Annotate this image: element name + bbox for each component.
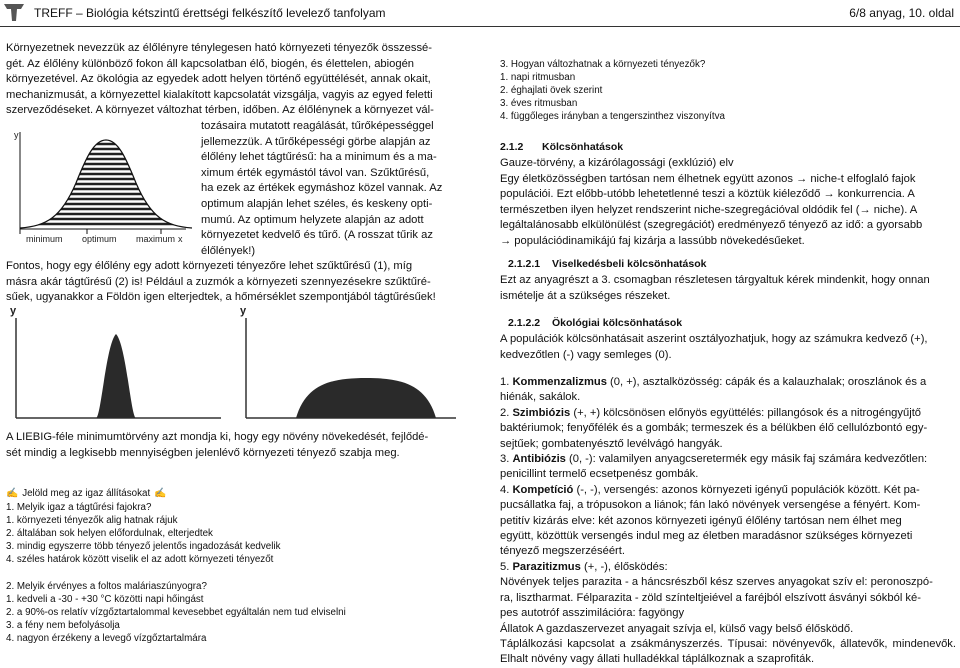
curve-y-label: y [14, 130, 19, 140]
curve-x-label: x [178, 234, 183, 244]
curve-hatching [6, 128, 196, 248]
graph2-y-label: y [240, 305, 247, 317]
graph1-y-label: y [10, 305, 17, 317]
behavior-paragraph: Ezt az anyagrészt a 3. csomagban részletesen tárgyaltuk kérek mindenkit, hogy onnan ismételje át a szükséges részeket. [500, 274, 930, 302]
section-heading-2-1-2-1: 2.1.2.1 Viselkedésbeli kölcsönhatások [508, 258, 707, 270]
option[interactable]: 2. általában sok helyen előfordulnak, elterjedtek [6, 528, 213, 539]
option[interactable]: 4. függőleges irányban a tengerszinthez viszonyítva [500, 111, 725, 122]
interaction-list [500, 375, 956, 668]
list-item: 3. Antibiózis (0, -): valamilyen anyagcseretermék egy másik faj számára kedvezőtlen: penicillint termelő ecsetpenész gombák. [500, 453, 928, 481]
narrow-tolerance-graph [6, 304, 226, 424]
ecological-paragraph: A populációk kölcsönhatásait aszerint osztályozhatjuk, hogy az számukra kedvező (+), kedvezőtlen (-) vagy semleges (0). [500, 333, 928, 361]
quiz-question-2: 2. Melyik érvényes a foltos maláriaszúnyogra? 1. kedveli a -30 - +30 °C közötti napi hőingást 2. a 90%-os relatív vízgőztartalommal kevesebbet egyáltalán nem tud elviselni 3. a fény nem befolyásolja 4. nagyon érzékeny a levegő vízgőztartalmára [6, 581, 346, 644]
section-heading-2-1-2-2: 2.1.2.2 Ökológiai kölcsönhatások [508, 317, 683, 329]
intro-paragraph: Környezetnek nevezzük az élőlényre ténylegesen ható környezeti tényezők összessé- gét. Az élőlény különböző fokon áll kapcsolatban élő, biogén, és élettelen, abiogén környezetével. Az ökológia az egyedek adott helyen történő együttélését, annak okait, mechanizmusát, a környezettel kialakított kapcsolatát vizsgálja, vagyis az egyed feletti szerveződéseket. A környezet változhat térben, időben. Az élőlénynek a környezet vál- [6, 42, 434, 117]
header-page-info: 6/8 anyag, 10. oldal [849, 6, 954, 20]
liebig-paragraph: A LIEBIG-féle minimumtörvény azt mondja ki, hogy egy növény növekedését, fejlődé- sét mindig a legkisebb mennyiségben jelenlévő környezeti tényező szabja meg. [6, 431, 429, 459]
pencil-icon: ✍ [6, 488, 19, 499]
option[interactable]: 4. széles határok között viselik el az adott környezeti tényezőt [6, 554, 274, 565]
option[interactable]: 3. a fény nem befolyásolja [6, 620, 120, 631]
page-header [0, 0, 960, 27]
list-item: 5. Parazitizmus (+, -), élősködés: Növények teljes parazita - a háncsrészből kész szerves anyagokat szív el: peronoszpó- ra, lisztharmat. Félparazita - zöld színteltjeiével a faréjból elszívott ásványi sókból ké- pes autotróf asszimilációra: fagyöngy Állatok A gazdaszervezet anyagait szívja el, külső vagy belső élősködő. Táplálkozási kapcsolat a zsákmányszerzés. Típusai: növényevők, állatevők, mindenevők. Elhalt növény vagy állati hulladékkal táplálkoznak a szaprofiták. [500, 560, 956, 666]
gauze-paragraph: Gauze-törvény, a kizárólagossági (exklúzió) elv Egy életközösségben tartósan nem élhetnek együtt azonos → niche-t elfoglaló fajok populációi. Ezt előbb-utóbb lehetetlenné teszi a köztük kiéleződő → konkurrencia. A természetben ilyen helyzet rendszerint niche-szegregációval oldódik fel (→ niche). A legáltalánosabb elkülönülést (szegregációt) eredményező tényező az idő: a gyorsabb → populációdinamikájú faj kizárja a lassúbb növekedésűeket. [500, 157, 923, 247]
option[interactable]: 3. éves ritmusban [500, 98, 578, 109]
option[interactable]: 2. éghajlati övek szerint [500, 85, 603, 96]
section-heading-2-1-2: 2.1.2 Kölcsönhatások [500, 141, 624, 153]
tolerance-paragraph: tozásaira mutatott reagálását, tűrőképességgel jellemezzük. A tűrőképességi görbe alapján az élőlény lehet tágtűrésű: ha a minimum és a ma- ximum érték egymástól távol van. Szűktűrésű, ha ezek az értékek egymáshoz közel vannak. Az optimum alapján lehet széles, és keskeny opti- mumú. Az optimum helyzete alapján az adott környezetet kedvelő és tűrő. (A rosszat tűrik az élőlények!) [201, 120, 443, 257]
pencil-icon: ✍ [154, 488, 167, 499]
header-title: TREFF – Biológia kétszintű érettségi felkészítő levelező tanfolyam [34, 6, 386, 20]
list-item: 1. Kommenzalizmus (0, +), asztalközösség: cápák és a kalauzhalak; oroszlánok és a hiénák, sakálok. [500, 376, 927, 404]
option[interactable]: 1. kedveli a -30 - +30 °C közötti napi hőingást [6, 594, 204, 605]
list-item: 2. Szimbiózis (+, +) kölcsönösen előnyös együttélés: pillangósok és a nitrogéngyűjtő baktériumok; fenyőfélék és a gombák; termeszek és a bélükben élő cellulózbontó egy- sejtűek; gombatenyésztő levélvágó hangyák. [500, 406, 928, 450]
wide-tolerance-graph [236, 304, 460, 424]
list-item: 4. Kompetíció (-, -), versengés: azonos környezeti igényű populációk között. Két pa- pucsállatka faj, a trópusokon a liánok; fán lakó növények versengése a fényért. Kom- petitív kizárás elve: két azonos környezeti igényű élőlény tartósan nem élhet meg együtt, közöttük versengés indul meg az életben maradásnor szükséges környezeti tényező megszerzéséért. [500, 483, 921, 558]
quiz-header: ✍ Jelöld meg az igaz állításokat ✍ [6, 488, 167, 499]
tolerance-curve-figure [6, 128, 196, 248]
option[interactable]: 4. nagyon érzékeny a levegő vízgőztartalmára [6, 633, 207, 644]
treff-logo-icon [4, 4, 24, 21]
option[interactable]: 1. környezeti tényezők alig hatnak rájuk [6, 515, 178, 526]
option[interactable]: 3. mindig egyszerre több tényező jelentős ingadozását kedvelik [6, 541, 281, 552]
curve-optimum-label: optimum [82, 234, 117, 244]
tolerance-example-paragraph: Fontos, hogy egy élőlény egy adott környezeti tényezőre lehet szűktűrésű (1), míg másra akár tágtűrésű (2) is! Például a zuzmók a környezeti szennyezésekre szűktűré- sűek, ugyanakkor a Földön igen elterjedtek, a hőmérséklet szempontjából tágtűrésűek! [6, 260, 436, 304]
option[interactable]: 1. napi ritmusban [500, 72, 576, 83]
curve-minimum-label: minimum [26, 234, 63, 244]
quiz-question-3: 3. Hogyan változhatnak a környezeti tényezők? 1. napi ritmusban 2. éghajlati övek szerint 3. éves ritmusban 4. függőleges irányban a tengerszinthez viszonyítva [500, 59, 725, 122]
option[interactable]: 2. a 90%-os relatív vízgőztartalommal kevesebbet egyáltalán nem tud elviselni [6, 607, 346, 618]
curve-maximum-label: maximum [136, 234, 176, 244]
quiz-question-1: 1. Melyik igaz a tágtűrési fajokra? 1. környezeti tényezők alig hatnak rájuk 2. általában sok helyen előfordulnak, elterjedtek 3. mindig egyszerre több tényező jelentős ingadozását kedvelik 4. széles határok között viselik el az adott környezeti tényezőt [6, 502, 281, 565]
